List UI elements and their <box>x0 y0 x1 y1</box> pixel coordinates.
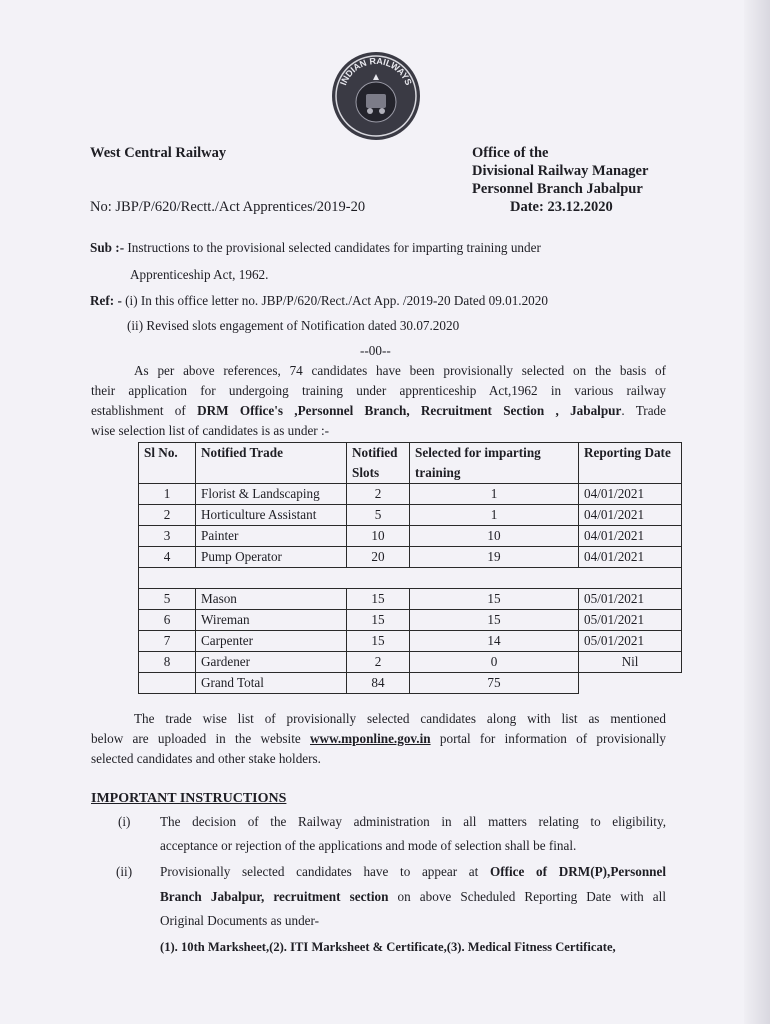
table-row <box>139 484 682 505</box>
cell-date: 04/01/2021 <box>579 526 682 547</box>
svg-text:INDIAN RAILWAYS: INDIAN RAILWAYS <box>338 55 414 87</box>
instruction-i-line-1: The decision of the Railway administration in all matters relating to eligibility, <box>160 814 666 829</box>
intro-line-2: their application for undergoing training under apprenticeship Act,1962 in various railway <box>91 383 666 398</box>
table-row <box>139 547 682 568</box>
instruction-ii-number: (ii) <box>116 864 133 879</box>
instruction-ii-line-2 <box>160 887 666 907</box>
cell-slots: 20 <box>347 547 410 568</box>
letter-number: No: JBP/P/620/Rectt./Act Apprentices/2019-20 <box>90 199 366 215</box>
upload-line-2-b: portal for information of provisionally <box>430 731 666 746</box>
cell-slots: 15 <box>347 631 410 652</box>
upload-line-2 <box>91 729 666 749</box>
selection-table <box>138 442 682 694</box>
separator: --00-- <box>360 343 391 358</box>
cell-trade: Pump Operator <box>196 547 347 568</box>
table-total-row <box>139 673 682 694</box>
cell-blank <box>139 673 196 694</box>
col-header-slots: Notified Slots <box>347 443 410 484</box>
letter-date: Date: 23.12.2020 <box>510 199 613 215</box>
cell-date: 05/01/2021 <box>579 610 682 631</box>
upload-line-3: selected candidates and other stake holders. <box>91 751 321 766</box>
org-name: West Central Railway <box>90 145 227 161</box>
instruction-ii-line-2-b: on above Scheduled Reporting Date with all <box>388 889 666 904</box>
intro-line-3-c: . Trade <box>621 403 666 418</box>
col-header-date: Reporting Date <box>579 443 682 484</box>
instruction-i-line-2: acceptance or rejection of the applications and mode of selection shall be final. <box>160 838 577 853</box>
instruction-ii-branch: Branch Jabalpur, recruitment section <box>160 889 389 904</box>
cell-total-selected: 75 <box>410 673 579 694</box>
office-line-3: Personnel Branch Jabalpur <box>472 181 643 197</box>
documents-list: (1). 10th Marksheet,(2). ITI Marksheet & Certificate,(3). Medical Fitness Certificate, <box>160 940 616 954</box>
reference-line-2: (ii) Revised slots engagement of Notification dated 30.07.2020 <box>127 318 460 333</box>
cell-date: Nil <box>579 652 682 673</box>
cell-blank <box>579 673 682 694</box>
reference-label: Ref: - <box>90 293 122 308</box>
intro-line-3-office: DRM Office's ,Personnel Branch, Recruitment Section , Jabalpur <box>197 403 622 418</box>
cell-total-label: Grand Total <box>196 673 347 694</box>
cell-trade: Gardener <box>196 652 347 673</box>
instruction-ii-office: Office of DRM(P),Personnel <box>489 864 666 879</box>
intro-line-4: wise selection list of candidates is as under :- <box>91 423 330 438</box>
table-gap-row <box>139 568 682 589</box>
instruction-i-number: (i) <box>118 814 131 829</box>
cell-selected: 15 <box>410 589 579 610</box>
table-row <box>139 610 682 631</box>
cell-selected: 15 <box>410 610 579 631</box>
office-line-1: Office of the <box>472 145 549 161</box>
table-row <box>139 589 682 610</box>
cell-date: 04/01/2021 <box>579 505 682 526</box>
cell-slno: 2 <box>139 505 196 526</box>
upload-line-2-a: below are uploaded in the website <box>91 731 311 746</box>
website-link[interactable]: www.mponline.gov.in <box>310 731 431 746</box>
cell-trade: Mason <box>196 589 347 610</box>
cell-selected: 14 <box>410 631 579 652</box>
col-header-selected: Selected for imparting training <box>410 443 579 484</box>
cell-slno: 4 <box>139 547 196 568</box>
cell-trade: Painter <box>196 526 347 547</box>
table-row <box>139 652 682 673</box>
cell-trade: Florist & Landscaping <box>196 484 347 505</box>
reference-line-1 <box>90 291 548 311</box>
cell-slno: 8 <box>139 652 196 673</box>
instruction-ii-line-1-a: Provisionally selected candidates have to appear at <box>160 864 490 879</box>
gap-cell <box>139 568 682 589</box>
page-edge-shadow <box>744 0 770 1024</box>
table-row <box>139 526 682 547</box>
instruction-ii-line-3: Original Documents as under- <box>160 913 320 928</box>
col-header-trade: Notified Trade <box>196 443 347 484</box>
cell-slots: 10 <box>347 526 410 547</box>
cell-slots: 5 <box>347 505 410 526</box>
intro-line-3 <box>91 401 666 421</box>
cell-selected: 19 <box>410 547 579 568</box>
cell-slots: 2 <box>347 484 410 505</box>
col-header-slno: Sl No. <box>139 443 196 484</box>
cell-date: 05/01/2021 <box>579 589 682 610</box>
subject-line-1 <box>90 238 541 258</box>
subject-line-2: Apprenticeship Act, 1962. <box>130 267 269 282</box>
cell-date: 04/01/2021 <box>579 547 682 568</box>
intro-line-1: As per above references, 74 candidates have been provisionally selected on the basis of <box>134 363 666 378</box>
cell-trade: Wireman <box>196 610 347 631</box>
cell-date: 05/01/2021 <box>579 631 682 652</box>
cell-trade: Horticulture Assistant <box>196 505 347 526</box>
table-row <box>139 631 682 652</box>
intro-line-3-a: establishment of <box>91 403 198 418</box>
upload-line-1: The trade wise list of provisionally selected candidates along with list as mentioned <box>134 711 666 726</box>
cell-slots: 15 <box>347 589 410 610</box>
instruction-ii-line-1 <box>160 862 666 882</box>
cell-selected: 10 <box>410 526 579 547</box>
cell-selected: 0 <box>410 652 579 673</box>
indian-railways-logo-icon <box>330 50 422 142</box>
subject-text-1: Instructions to the provisional selected candidates for imparting training under <box>127 240 541 255</box>
cell-total-slots: 84 <box>347 673 410 694</box>
cell-selected: 1 <box>410 484 579 505</box>
office-line-2: Divisional Railway Manager <box>472 163 649 179</box>
cell-date: 04/01/2021 <box>579 484 682 505</box>
cell-slots: 15 <box>347 610 410 631</box>
table-header-row <box>139 443 682 484</box>
cell-slno: 3 <box>139 526 196 547</box>
cell-trade: Carpenter <box>196 631 347 652</box>
cell-slno: 1 <box>139 484 196 505</box>
cell-selected: 1 <box>410 505 579 526</box>
instructions-heading: IMPORTANT INSTRUCTIONS <box>91 791 287 806</box>
cell-slots: 2 <box>347 652 410 673</box>
reference-text-1: (i) In this office letter no. JBP/P/620/Rect./Act App. /2019-20 Dated 09.01.2020 <box>125 293 548 308</box>
subject-label: Sub :- <box>90 240 125 255</box>
table-row <box>139 505 682 526</box>
cell-slno: 5 <box>139 589 196 610</box>
cell-slno: 7 <box>139 631 196 652</box>
cell-slno: 6 <box>139 610 196 631</box>
